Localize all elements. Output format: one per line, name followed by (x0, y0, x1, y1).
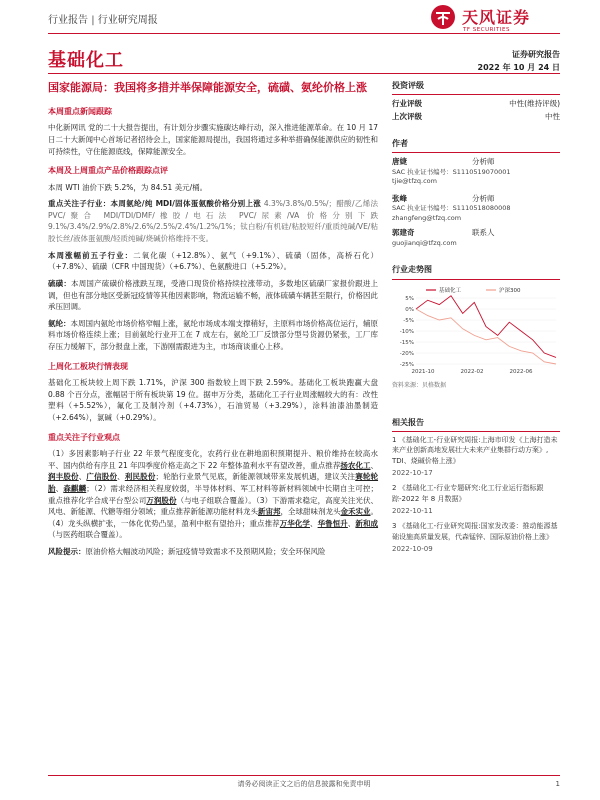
risk-label: 风险提示： (48, 547, 86, 556)
rating-key: 上次评级 (392, 112, 422, 122)
stock-link: 广信股份 (86, 472, 118, 482)
trend-chart (392, 284, 560, 380)
author-block (392, 156, 560, 186)
views-text: 、 (78, 472, 87, 482)
related-report-link[interactable]: 3 《基础化工-行业研究周报:国家发改委：推动能源基础设施高质量发展，代森锰锌、国际原油价格上涨》 (392, 522, 558, 541)
author-name: 张峰 (392, 193, 407, 203)
views-text: 、 (370, 460, 379, 470)
sidebar (392, 80, 560, 559)
y-tick-label: 5% (405, 295, 414, 302)
rating-key: 行业评级 (392, 99, 422, 109)
author-role: 分析师 (472, 157, 495, 167)
section-heading-views: 重点关注子行业观点 (48, 432, 120, 442)
stock-link: 万华化学 (279, 518, 310, 528)
chart-source: 资料来源：贝格数据 (392, 382, 447, 390)
stock-link: 森麒麟 (63, 483, 87, 493)
logo-name: 天风证券 (462, 8, 531, 27)
title-rule (48, 73, 560, 74)
top-five-paragraph (48, 250, 378, 273)
y-tick-label: -25% (399, 361, 414, 368)
author-email[interactable]: guojianqi@tfzq.com (392, 238, 457, 247)
views-text: 、 (310, 518, 318, 528)
rating-row (392, 111, 560, 124)
stock-link: 赛轮轮胎 (48, 472, 379, 493)
stock-link: 扬农化工 (340, 460, 371, 470)
views-text: （与医药组联合覆盖）。 (48, 530, 127, 540)
author-block (392, 193, 560, 223)
stock-link: 新和成 (355, 518, 379, 528)
report-date: 2022 年 10 月 24 日 (477, 63, 560, 72)
header-separator: | (91, 15, 95, 26)
y-tick-label: -15% (399, 339, 414, 346)
series-line (416, 309, 556, 364)
risk-text: 原油价格大幅波动风险；新冠疫情导致需求不及预期风险；安全环保风险 (85, 547, 326, 556)
author-role: 分析师 (472, 193, 495, 203)
views-text: 、 (347, 518, 356, 528)
sulfur-paragraph (48, 278, 378, 313)
footer-rule (48, 775, 560, 776)
legend-label: 基础化工 (439, 287, 462, 294)
author-role: 联系人 (472, 228, 495, 238)
logo-en: TF SECURITIES (463, 27, 510, 33)
views-text: （与电子组联合覆盖）。（3）下游需求稳定，高度关注光伏、风电、新能源、代糖等细分领域；重点推荐新能源功能材料龙头 (48, 495, 379, 517)
y-tick-label: -20% (399, 350, 414, 357)
views-text: （1）多因素影响子行业 22 年景气程度变化，农药行业在耕地面积预期提升、粮价维持在较高水平、国内供给有序且 21 年四季度价格走高之下 22 年整体盈利水平有望改善，重点推荐 (48, 449, 378, 470)
author-name: 唐婕 (392, 157, 407, 167)
stock-link: 润丰股份 (48, 472, 79, 482)
y-tick-label: -10% (399, 328, 414, 335)
top-five-label: 本周涨幅前五子行业： (48, 250, 134, 260)
rating-row (392, 98, 560, 111)
series-line (416, 295, 556, 357)
sulfur-label: 硫磺： (48, 278, 72, 288)
author-email[interactable]: tjie@tfzq.com (392, 177, 437, 186)
spandex-label: 氨纶： (48, 318, 71, 328)
header-subcategory: 行业研究周报 (97, 15, 158, 26)
views-text: ；轮胎行业景气见底，新能源领域带来发展机遇，建议关注 (155, 472, 356, 482)
stock-link: 金禾实业 (340, 507, 371, 517)
author-email[interactable]: zhangfeng@tfzq.com (392, 213, 462, 222)
views-text: ，全球甜味剂龙头 (280, 507, 341, 517)
page-number: 1 (555, 780, 560, 788)
rating-value: 中性(维持评级) (509, 99, 560, 109)
author-sac: SAC 执业证书编号：S1110518080008 (392, 204, 511, 213)
page-title: 基础化工 (48, 50, 124, 71)
views-text: ；（2）需求经济相关程度较弱，半导体材料、军工材料等新材料领域中长期自主可控；重点推荐化学合成平台型公司 (48, 483, 379, 505)
y-tick-label: 0% (405, 306, 414, 313)
stock-link: 利民股份 (124, 472, 156, 482)
related-report-date: 2022-10-11 (392, 507, 433, 516)
focus-label: 重点关注子行业： (48, 199, 111, 209)
views-text: 。（4）龙头纵横扩张，一体化优势凸显，盈利中枢有望抬升；重点推荐 (48, 507, 378, 528)
author-sac: SAC 执业证书编号：S1110519070001 (392, 167, 511, 176)
y-tick-label: -5% (403, 317, 414, 324)
related-report-date: 2022-10-17 (392, 469, 433, 478)
trend-chart-svg (392, 284, 560, 376)
legend-label: 沪深300 (499, 287, 521, 294)
stock-link: 新宙邦 (258, 507, 281, 517)
related-report-link[interactable]: 2 《基础化工-行业专题研究:化工行业运行指标跟踪-2022 年 8 月数据》 (392, 484, 544, 503)
x-tick-label: 2021-10 (411, 368, 435, 375)
section-heading-prices: 本周及上周重点产品价格跟踪点评 (48, 166, 168, 176)
section-heading-market: 上周化工板块行情表现 (48, 361, 128, 371)
rating-heading: 投资评级 (392, 80, 560, 95)
stock-link: 华鲁恒升 (317, 518, 348, 528)
focus-lead: 本周氨纶/纯 MDI/固体蛋氨酸价格分别上涨 (110, 199, 262, 209)
focus-detail: 4.3%/3.8%/0.5%/；醋酸/乙烯法 PVC/聚合 MDI/TDI/DMF/橡胶/电石法 PVC/尿素/VA 价格分别下跌 9.1%/3.4%/2.9%/2.8%/2.6%/2.5%/2.4%/1.2%/1%；钛白粉/有机硅/粘胶短纤/重质纯碱/VE/粘胶长丝/液体蛋氨酸/轻质纯碱/烧碱价格维持不变。 (48, 199, 378, 244)
chart-heading: 行业走势图 (392, 264, 560, 279)
author-block (392, 227, 560, 248)
related-list (392, 435, 560, 555)
related-heading: 相关报告 (392, 417, 560, 432)
x-tick-label: 2022-02 (460, 368, 484, 375)
logo-icon (430, 4, 456, 30)
market-paragraph: 基础化工板块较上周下跌 1.71%，沪深 300 指数较上周下跌 2.59%。基础化工板块跑赢大盘 0.88 个百分点，涨幅居于所有板块第 19 位。据申万分类，基础化工子行业周涨幅较大的有：改性塑料（+5.52%），氟化工及制冷剂（+4.73%），石油贸易（+3.29%），涂料油漆油墨制造（+2.64%），氯碱（+0.29%）。 (48, 378, 378, 422)
spandex-text: 本周国内氨纶市场价格窄幅上涨，氨纶市场成本端支撑稍好，主原料市场价格高位运行，辅原料市场价格连续上涨；目前氨纶行业开工在 7 成左右，氨纶工厂反馈部分型号货源仍紧张，工厂库存压力缓解下，部分报盘上涨，下游刚需跟进为主，市场商谈重心上移。 (48, 318, 378, 352)
related-report-date: 2022-10-09 (392, 545, 433, 554)
views-text: 、 (117, 472, 125, 482)
focus-paragraph (48, 198, 378, 245)
spandex-paragraph (48, 318, 378, 353)
top-five-text: 二氧化碳（+12.8%）、氨气（+9.1%）、硫磺（固体，高桥石化）（+7.8%）、硫磺（CFR 中国现货）（+6.7%）、色氨酸进口（+5.2%）。 (48, 250, 379, 272)
related-report-link[interactable]: 1 《基础化工-行业研究周报:上海市印发《上海打造未来产业创新高地发展壮大未来产业集群行动方案》, TDI、烧碱价格上涨》 (392, 435, 558, 465)
views-paragraph (48, 448, 378, 541)
section-heading-news: 本周重点新闻跟踪 (48, 106, 112, 116)
header-rule (48, 33, 560, 34)
report-type: 证券研究报告 (512, 50, 560, 59)
views-text: 、 (55, 483, 64, 493)
risk-paragraph (48, 546, 378, 558)
headline: 国家能源局：我国将多措并举保障能源安全，硫磺、氨纶价格上涨 (48, 81, 367, 94)
sulfur-text: 本周国产硫磺价格涨跌互现，受港口现货价格持续拉涨带动，多数地区硫磺厂家报价跟进上调，但也有部分地区受新冠疫情等其他因素影响，物流运输不畅，液体硫磺车辆甚至限行，价格因此承压回调。 (48, 278, 379, 312)
author-name: 郭建奇 (392, 228, 415, 238)
wti-paragraph: 本周 WTI 油价下跌 5.2%，为 84.51 美元/桶。 (48, 182, 208, 192)
main-column (48, 80, 378, 563)
header-category: 行业报告 (48, 15, 88, 26)
footer-disclaimer: 请务必阅读正文之后的信息披露和免责申明 (237, 780, 371, 788)
rating-value: 中性 (545, 112, 560, 122)
authors-heading: 作者 (392, 138, 560, 153)
stock-link: 万润股份 (146, 495, 177, 505)
x-tick-label: 2022-06 (509, 368, 533, 375)
news-paragraph: 中化新网讯 党的二十大报告提出，有计划分步骤实施碳达峰行动，深入推进能源革命。在 10 月 17 日二十大新闻中心首场记者招待会上，国家能源局提出，我国将通过多种举措确保能源供应的韧性和可持续性，守住能源底线，保障能源安全。 (48, 123, 378, 156)
report-header (48, 13, 158, 29)
